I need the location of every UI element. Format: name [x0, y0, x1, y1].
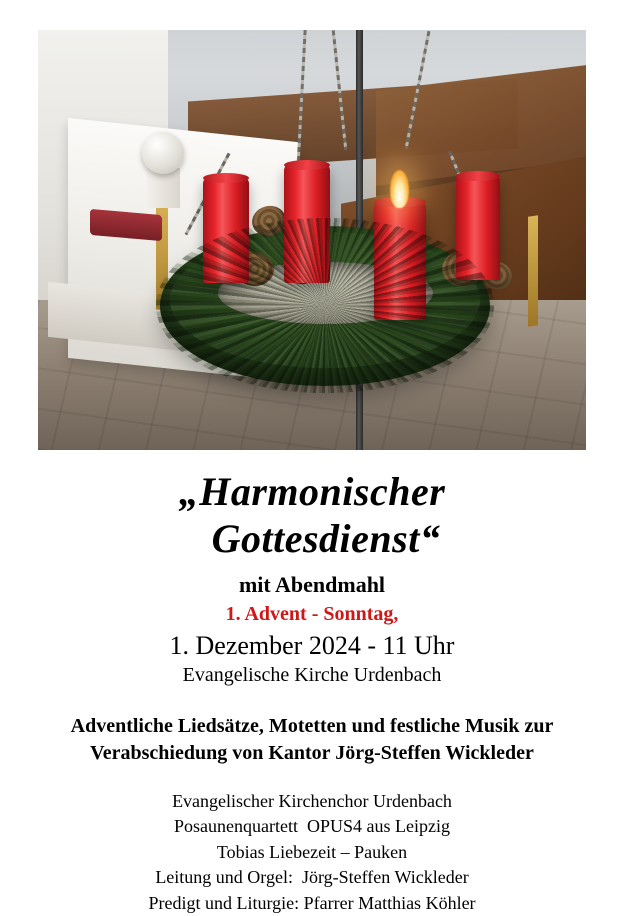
gold-trim-right	[528, 215, 538, 326]
candle-flame-icon	[390, 170, 409, 208]
event-date-time: 1. Dezember 2024 - 11 Uhr	[169, 630, 455, 660]
venue-name: Evangelische Kirche Urdenbach	[182, 663, 442, 686]
performers-list	[0, 789, 624, 916]
list-item: Leitung und Orgel: Jörg-Steffen Wickleder	[155, 867, 469, 888]
pulpit-finial	[142, 132, 184, 174]
title-line-2: Gottesdienst“	[211, 515, 441, 561]
program-line-2: Verabschiedung von Kantor Jörg-Steffen Wickleder	[90, 741, 534, 764]
advent-sunday-label: 1. Advent - Sonntag,	[225, 602, 399, 625]
subtitle: mit Abendmahl	[238, 571, 386, 597]
list-item: Predigt und Liturgie: Pfarrer Matthias Köhler	[148, 892, 476, 913]
church-interior-background	[38, 30, 586, 450]
list-item: Evangelischer Kirchenchor Urdenbach	[172, 790, 452, 811]
list-item: Tobias Liebezeit – Pauken	[216, 841, 408, 862]
advent-wreath-photo	[38, 30, 586, 450]
list-item: Posaunenquartett OPUS4 aus Leipzig	[174, 816, 450, 837]
poster-text	[0, 455, 624, 916]
wreath-needles-overlay	[156, 218, 494, 393]
pulpit-post	[146, 168, 180, 208]
program-description	[0, 713, 624, 767]
program-line-1: Adventliche Liedsätze, Motetten und festliche Musik zur	[70, 714, 554, 737]
title-line-1: „Harmonischer	[178, 469, 446, 514]
page-title	[0, 469, 624, 563]
